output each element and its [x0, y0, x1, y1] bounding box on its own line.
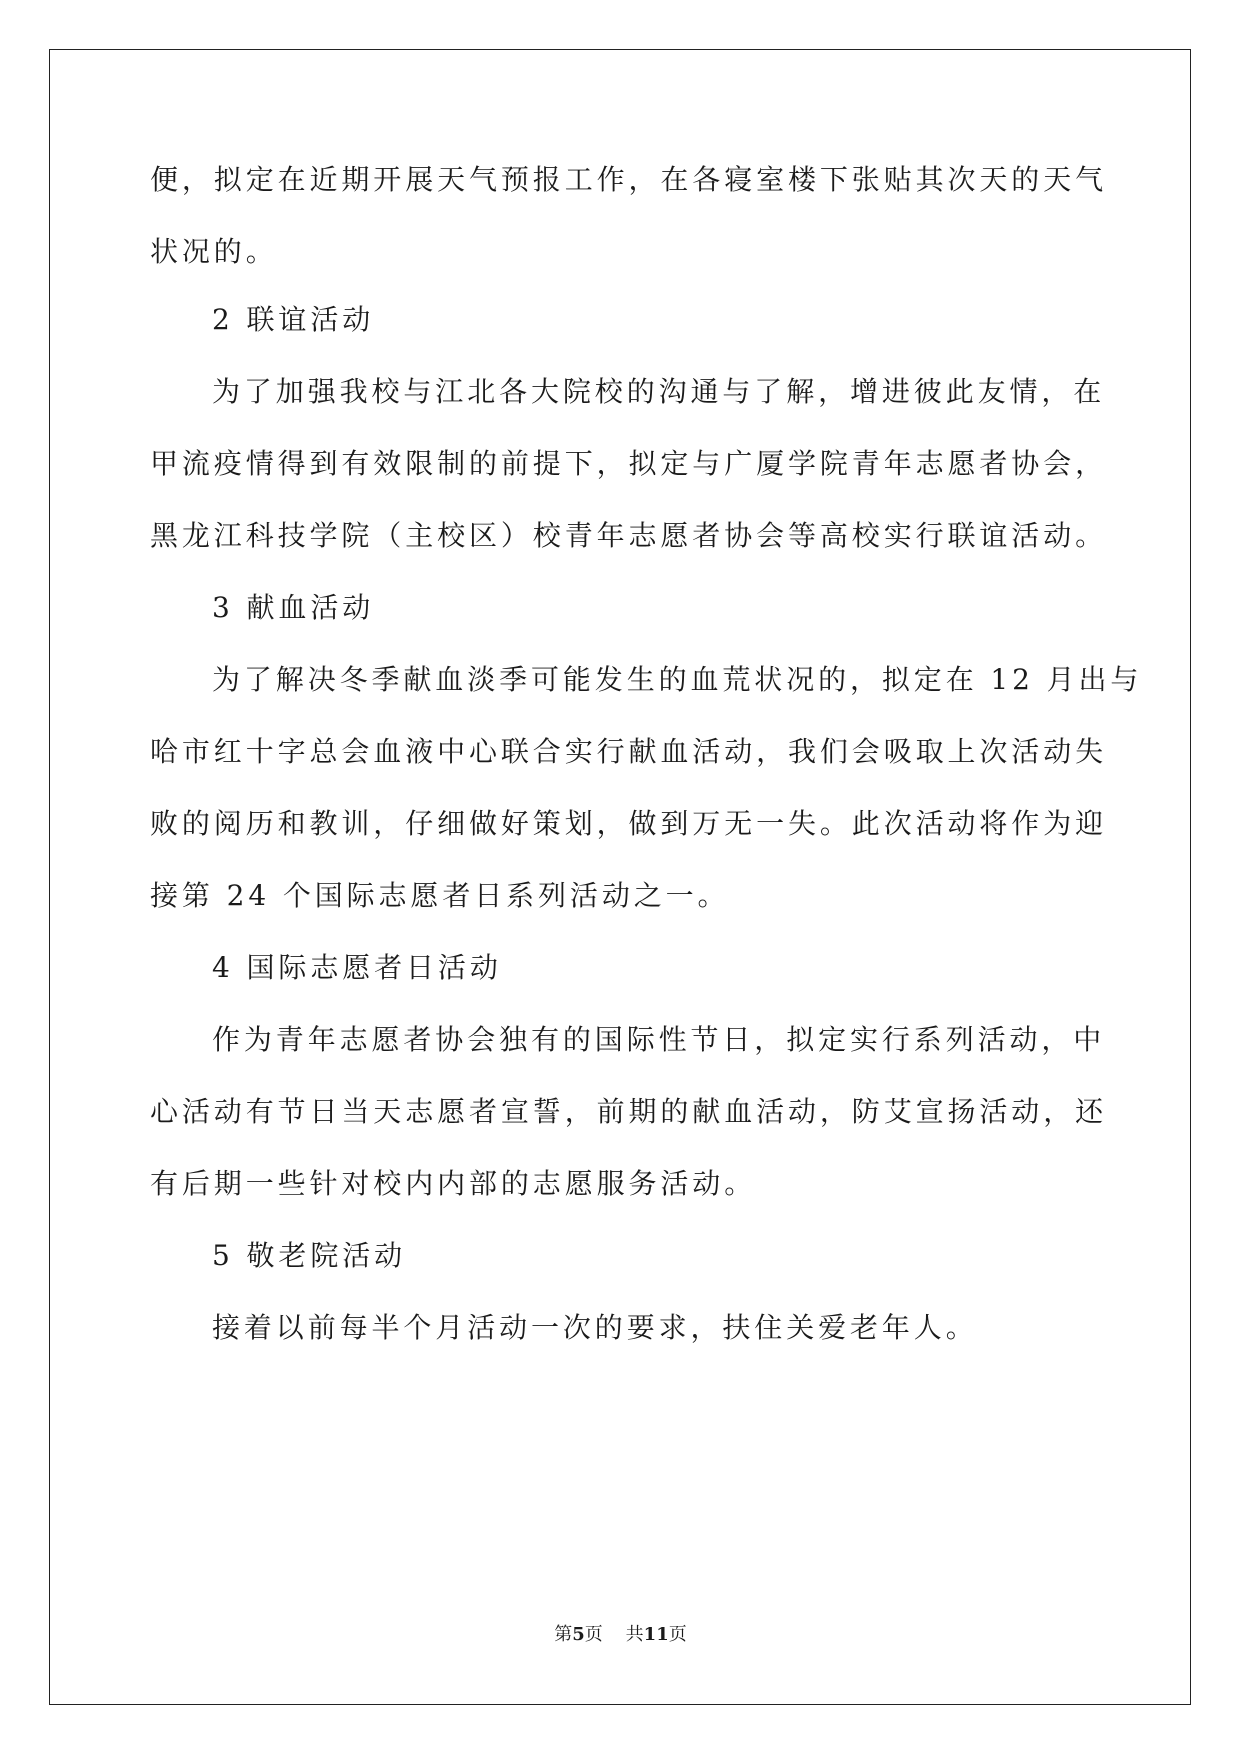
paragraph-line: 有后期一些针对校内内部的志愿服务活动。 [150, 1167, 757, 1200]
paragraph-line: 作为青年志愿者协会独有的国际性节日，拟定实行系列活动，中 [212, 1023, 1106, 1056]
paragraph-line: 黑龙江科技学院（主校区）校青年志愿者协会等高校实行联谊活动。 [150, 519, 1108, 552]
paragraph-line: 为了解决冬季献血淡季可能发生的血荒状况的，拟定在 12 月出与 [212, 663, 1143, 696]
paragraph-line: 心活动有节日当天志愿者宣誓，前期的献血活动，防艾宣扬活动，还 [150, 1095, 1108, 1128]
footer-total-suffix: 页 [668, 1624, 687, 1645]
section-heading: 4 国际志愿者日活动 [212, 951, 502, 984]
paragraph-line: 甲流疫情得到有效限制的前提下，拟定与广厦学院青年志愿者协会， [150, 447, 1108, 480]
footer-total-pages: 11 [643, 1624, 669, 1645]
footer-page-suffix: 页 [584, 1624, 603, 1645]
footer-page-number: 5 [572, 1624, 585, 1645]
footer-page-prefix: 第 [554, 1624, 573, 1645]
section-heading: 3 献血活动 [212, 591, 375, 624]
paragraph-line: 状况的。 [150, 235, 278, 268]
page-footer [0, 1620, 1241, 1646]
paragraph-line: 败的阅历和教训，仔细做好策划，做到万无一失。此次活动将作为迎 [150, 807, 1108, 840]
paragraph-line: 接第 24 个国际志愿者日系列活动之一。 [150, 879, 730, 912]
paragraph-line: 便，拟定在近期开展天气预报工作，在各寝室楼下张贴其次天的天气 [150, 163, 1108, 196]
paragraph-line: 哈市红十字总会血液中心联合实行献血活动，我们会吸取上次活动失 [150, 735, 1108, 768]
section-heading: 5 敬老院活动 [212, 1239, 407, 1272]
footer-total-prefix: 共 [625, 1624, 644, 1645]
paragraph-line: 接着以前每半个月活动一次的要求，扶住关爱老年人。 [212, 1311, 978, 1344]
paragraph-line: 为了加强我校与江北各大院校的沟通与了解，增进彼此友情，在 [212, 375, 1106, 408]
section-heading: 2 联谊活动 [212, 303, 375, 336]
